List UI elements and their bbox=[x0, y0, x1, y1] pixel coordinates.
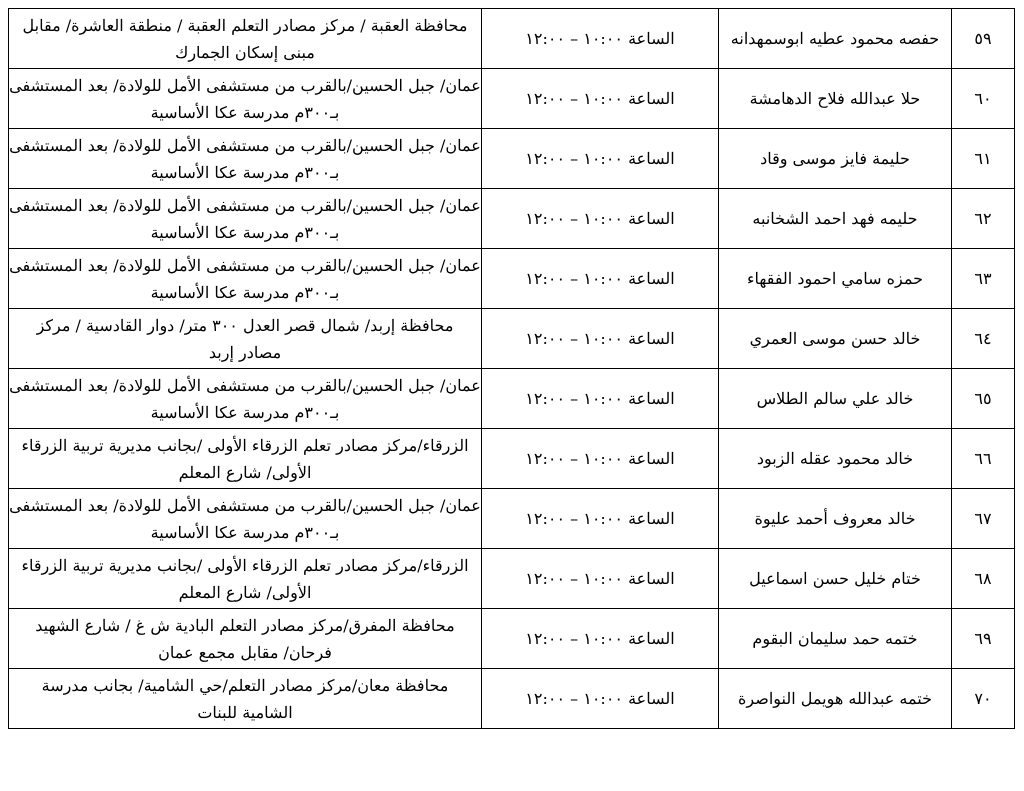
exam-time: الساعة ١٠:٠٠ – ١٢:٠٠ bbox=[525, 689, 675, 708]
location-line-2: مصادر إربد bbox=[208, 342, 282, 362]
location-text bbox=[9, 432, 481, 486]
location-text bbox=[9, 132, 481, 186]
table-row bbox=[9, 609, 1015, 669]
row-number-cell bbox=[952, 369, 1015, 429]
table-row bbox=[9, 369, 1015, 429]
location-text bbox=[9, 492, 481, 546]
row-number-cell bbox=[952, 69, 1015, 129]
location-cell bbox=[9, 189, 482, 249]
table-row bbox=[9, 249, 1015, 309]
location-text bbox=[9, 12, 481, 66]
row-number: ٦٣ bbox=[974, 269, 992, 288]
exam-time: الساعة ١٠:٠٠ – ١٢:٠٠ bbox=[525, 629, 675, 648]
location-line-2: بـ٣٠٠م مدرسة عكا الأساسية bbox=[150, 282, 340, 302]
time-cell bbox=[482, 189, 719, 249]
row-number-cell bbox=[952, 189, 1015, 249]
location-cell bbox=[9, 369, 482, 429]
location-cell bbox=[9, 9, 482, 69]
table-row bbox=[9, 309, 1015, 369]
location-line-1: الزرقاء/مركز مصادر تعلم الزرقاء الأولى /بجانب مديرية تربية الزرقاء bbox=[21, 435, 469, 455]
location-text bbox=[9, 552, 481, 606]
applicant-name: ختمه عبدالله هويمل النواصرة bbox=[738, 689, 932, 708]
applicant-name: خالد معروف أحمد عليوة bbox=[754, 509, 916, 528]
exam-time: الساعة ١٠:٠٠ – ١٢:٠٠ bbox=[525, 29, 675, 48]
exam-time: الساعة ١٠:٠٠ – ١٢:٠٠ bbox=[525, 149, 675, 168]
row-number: ٦٦ bbox=[974, 449, 992, 468]
applicant-name: حفصه محمود عطيه ابوسمهدانه bbox=[730, 29, 940, 48]
exam-time: الساعة ١٠:٠٠ – ١٢:٠٠ bbox=[525, 449, 675, 468]
schedule-sheet bbox=[8, 8, 1015, 729]
row-number-cell bbox=[952, 309, 1015, 369]
applicant-name: حليمه فهد احمد الشخانبه bbox=[752, 209, 918, 228]
schedule-table-body bbox=[9, 9, 1015, 729]
table-row bbox=[9, 189, 1015, 249]
name-cell bbox=[719, 369, 952, 429]
table-row bbox=[9, 549, 1015, 609]
location-cell bbox=[9, 309, 482, 369]
location-text bbox=[9, 192, 481, 246]
applicant-name: حمزه سامي احمود الفقهاء bbox=[746, 269, 924, 288]
location-line-1: محافظة إربد/ شمال قصر العدل ٣٠٠ متر/ دوار القادسية / مركز bbox=[36, 315, 454, 335]
exam-time: الساعة ١٠:٠٠ – ١٢:٠٠ bbox=[525, 89, 675, 108]
table-row bbox=[9, 129, 1015, 189]
location-text bbox=[9, 312, 481, 366]
time-cell bbox=[482, 429, 719, 489]
applicant-name: ختمه حمد سليمان البقوم bbox=[752, 629, 918, 648]
time-cell bbox=[482, 69, 719, 129]
time-cell bbox=[482, 309, 719, 369]
table-row bbox=[9, 669, 1015, 729]
location-line-1: عمان/ جبل الحسين/بالقرب من مستشفى الأمل للولادة/ بعد المستشفى bbox=[9, 495, 481, 515]
location-line-1: محافظة العقبة / مركز مصادر التعلم العقبة / منطقة العاشرة/ مقابل bbox=[22, 15, 468, 35]
location-line-1: محافظة معان/مركز مصادر التعلم/حي الشامية/ بجانب مدرسة bbox=[41, 675, 449, 695]
location-cell bbox=[9, 249, 482, 309]
name-cell bbox=[719, 69, 952, 129]
row-number: ٥٩ bbox=[974, 29, 992, 48]
row-number: ٦٨ bbox=[974, 569, 992, 588]
location-text bbox=[9, 252, 481, 306]
name-cell bbox=[719, 129, 952, 189]
applicant-name: حلا عبدالله فلاح الدهامشة bbox=[749, 89, 921, 108]
location-line-1: محافظة المفرق/مركز مصادر التعلم البادية ش غ / شارع الشهيد bbox=[35, 615, 455, 635]
time-cell bbox=[482, 129, 719, 189]
name-cell bbox=[719, 189, 952, 249]
exam-time: الساعة ١٠:٠٠ – ١٢:٠٠ bbox=[525, 329, 675, 348]
location-line-1: عمان/ جبل الحسين/بالقرب من مستشفى الأمل للولادة/ بعد المستشفى bbox=[9, 255, 481, 275]
location-line-1: عمان/ جبل الحسين/بالقرب من مستشفى الأمل للولادة/ بعد المستشفى bbox=[9, 135, 481, 155]
row-number-cell bbox=[952, 9, 1015, 69]
location-text bbox=[9, 372, 481, 426]
location-line-2: بـ٣٠٠م مدرسة عكا الأساسية bbox=[150, 402, 340, 422]
location-line-2: الشامية للبنات bbox=[197, 702, 293, 722]
location-line-2: بـ٣٠٠م مدرسة عكا الأساسية bbox=[150, 522, 340, 542]
table-row bbox=[9, 9, 1015, 69]
name-cell bbox=[719, 309, 952, 369]
location-line-1: الزرقاء/مركز مصادر تعلم الزرقاء الأولى /بجانب مديرية تربية الزرقاء bbox=[21, 555, 469, 575]
location-text bbox=[9, 672, 481, 726]
table-row bbox=[9, 69, 1015, 129]
location-cell bbox=[9, 69, 482, 129]
time-cell bbox=[482, 549, 719, 609]
location-line-2: الأولى/ شارع المعلم bbox=[178, 582, 312, 602]
exam-time: الساعة ١٠:٠٠ – ١٢:٠٠ bbox=[525, 269, 675, 288]
applicant-name: خالد حسن موسى العمري bbox=[749, 329, 921, 348]
location-text bbox=[9, 72, 481, 126]
name-cell bbox=[719, 669, 952, 729]
time-cell bbox=[482, 9, 719, 69]
location-line-1: عمان/ جبل الحسين/بالقرب من مستشفى الأمل للولادة/ بعد المستشفى bbox=[9, 375, 481, 395]
table-row bbox=[9, 489, 1015, 549]
applicant-name: خالد علي سالم الطلاس bbox=[756, 389, 914, 408]
exam-time: الساعة ١٠:٠٠ – ١٢:٠٠ bbox=[525, 389, 675, 408]
name-cell bbox=[719, 429, 952, 489]
time-cell bbox=[482, 609, 719, 669]
applicant-name: حليمة فايز موسى وقاد bbox=[760, 149, 910, 168]
location-line-2: فرحان/ مقابل مجمع عمان bbox=[158, 642, 332, 662]
row-number: ٦١ bbox=[974, 149, 992, 168]
location-text bbox=[9, 612, 481, 666]
name-cell bbox=[719, 549, 952, 609]
schedule-table bbox=[8, 8, 1015, 729]
location-line-1: عمان/ جبل الحسين/بالقرب من مستشفى الأمل للولادة/ بعد المستشفى bbox=[9, 195, 481, 215]
location-cell bbox=[9, 129, 482, 189]
location-line-2: بـ٣٠٠م مدرسة عكا الأساسية bbox=[150, 162, 340, 182]
row-number-cell bbox=[952, 249, 1015, 309]
name-cell bbox=[719, 489, 952, 549]
row-number: ٦٧ bbox=[974, 509, 992, 528]
row-number: ٦٥ bbox=[974, 389, 992, 408]
row-number-cell bbox=[952, 669, 1015, 729]
location-line-2: بـ٣٠٠م مدرسة عكا الأساسية bbox=[150, 102, 340, 122]
row-number: ٦٤ bbox=[974, 329, 992, 348]
time-cell bbox=[482, 669, 719, 729]
name-cell bbox=[719, 249, 952, 309]
exam-time: الساعة ١٠:٠٠ – ١٢:٠٠ bbox=[525, 209, 675, 228]
row-number-cell bbox=[952, 429, 1015, 489]
row-number-cell bbox=[952, 549, 1015, 609]
applicant-name: خالد محمود عقله الزبود bbox=[756, 449, 914, 468]
table-row bbox=[9, 429, 1015, 489]
exam-time: الساعة ١٠:٠٠ – ١٢:٠٠ bbox=[525, 509, 675, 528]
row-number: ٦٩ bbox=[974, 629, 992, 648]
location-cell bbox=[9, 429, 482, 489]
applicant-name: ختام خليل حسن اسماعيل bbox=[749, 569, 921, 588]
location-cell bbox=[9, 669, 482, 729]
location-line-2: بـ٣٠٠م مدرسة عكا الأساسية bbox=[150, 222, 340, 242]
exam-time: الساعة ١٠:٠٠ – ١٢:٠٠ bbox=[525, 569, 675, 588]
name-cell bbox=[719, 609, 952, 669]
time-cell bbox=[482, 249, 719, 309]
row-number-cell bbox=[952, 129, 1015, 189]
location-line-1: عمان/ جبل الحسين/بالقرب من مستشفى الأمل للولادة/ بعد المستشفى bbox=[9, 75, 481, 95]
row-number: ٦٠ bbox=[974, 89, 992, 108]
row-number: ٦٢ bbox=[974, 209, 992, 228]
row-number-cell bbox=[952, 489, 1015, 549]
row-number: ٧٠ bbox=[974, 689, 992, 708]
location-cell bbox=[9, 549, 482, 609]
location-line-2: مبنى إسكان الجمارك bbox=[175, 42, 315, 62]
name-cell bbox=[719, 9, 952, 69]
location-cell bbox=[9, 609, 482, 669]
location-line-2: الأولى/ شارع المعلم bbox=[178, 462, 312, 482]
time-cell bbox=[482, 489, 719, 549]
location-cell bbox=[9, 489, 482, 549]
time-cell bbox=[482, 369, 719, 429]
row-number-cell bbox=[952, 609, 1015, 669]
